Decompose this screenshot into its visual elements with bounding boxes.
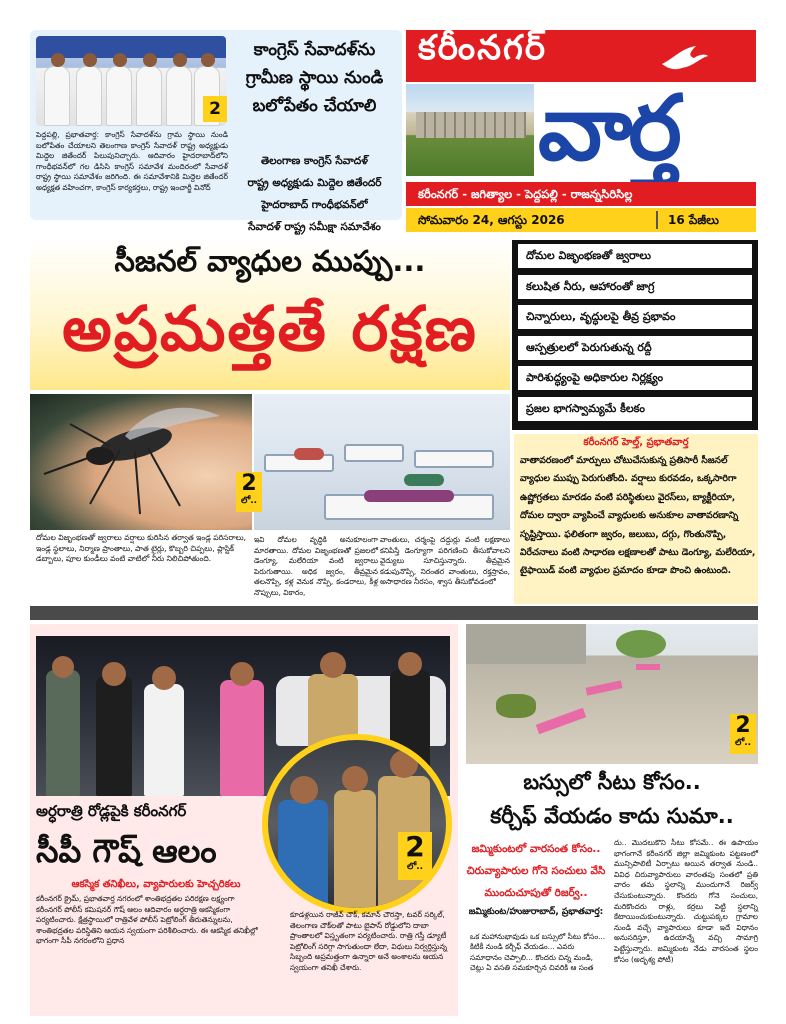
- bus-page-badge: [730, 714, 756, 754]
- bus-headline-1: బస్సులో సీటు కోసం..: [523, 770, 701, 794]
- police-page-badge: [398, 832, 432, 880]
- top-story-subhead: సేవాదళ్ రాష్ట్ర సమీక్షా సమావేశం: [248, 221, 381, 233]
- badge-number: 2: [735, 713, 751, 738]
- badge-number: 2: [241, 471, 257, 496]
- issue-date: సోమవారం 24, ఆగస్టు 2026: [418, 213, 565, 227]
- mosquito-caption: దోమల విజృంభణతో జ్వరాలు వర్షాలు కురిసిన తర్వాత ఇండ్ల పరిసరాలు, ఇండ్ల స్థలాలు, నిర్మాణ ప్రాంతాలు, పాత టైర్లు, కొబ్బరి చిప్పలు, ప్లాస్టిక్ డబ్బాలు, పూల కుండీలు వంటి వాటిలో నీరు నిలిచిపోతుంది.: [36, 533, 247, 563]
- top-story-subheads: [232, 150, 397, 238]
- police-story-column: కూడళ్లయిన రాజీవ్ చౌక్, కమాన్ చౌరస్తా, టవర్ సర్కిల్, తెలంగాణ చౌక్‌లతో పాటు బైపాస్ రోడ్డులోని దాబా ప్రాంతాలలో విస్తృతంగా పర్యటించారు. రాత్రి గస్తీ డ్యూటీ పెట్రోలింగ్ సరిగ్గా సాగుతుందా లేదా, విధులు నిర్వర్తిస్తున్న సిబ్బంది అప్రమత్తంగా ఉన్నారా అనే అంశాలను ఆయన స్వయంగా తనిఖీ చేశారు.: [290, 910, 448, 972]
- badge-suffix: లో..: [240, 496, 258, 506]
- highlight-item: కలుషిత నీరు, ఆహారంతో జాగ్ర: [518, 275, 752, 299]
- mosquito-photo: [30, 394, 252, 530]
- main-pre-headline: సీజనల్ వ్యాధుల ముప్పు...: [114, 244, 426, 278]
- highlight-item: దోమల విజృంభణతో జ్వరాలు: [518, 244, 752, 268]
- health-dateline: కరీంనగర్ హెల్త్, ప్రభాతవార్త: [583, 437, 689, 448]
- page-count: 16 పేజీలు: [668, 213, 719, 227]
- section-divider: [30, 606, 758, 620]
- main-story-column: వాంతులు, చర్మంపై దద్దుర్లు వంటి లక్షణాలు కనిపిస్తే డెంగ్యూగా పరిగణించి తీసుకోవాలని వైద్యులు సూచిస్తున్నారు. తీవ్రమైన కడుపునొప్పి, నిరంతర వాంతులు, రక్తస్రావం, అసాధారణ నీరసం, శ్వాస తీసుకోవడంలో: [380, 535, 510, 586]
- photo-page-badge: [236, 472, 262, 512]
- badge-suffix: లో..: [734, 738, 752, 748]
- top-story-photo: [36, 36, 226, 126]
- bus-headline-2: కర్చీఫ్ వేయడం కాదు సుమా..: [490, 804, 734, 828]
- masthead-date-bar: [406, 208, 756, 232]
- highlight-item: ప్రజల భాగస్వామ్యమే కీలకం: [518, 397, 752, 421]
- main-story-column: ఇవి దోమల వృద్ధికి అనుకూలంగా మారతాయి. దోమల విజృంభణతో ప్రజలలో డెంగ్యూ, మలేరియా వంటి జ్వరాలు పెరుగుతాయి. అధిక జ్వరం, తీవ్రమైన తలనొప్పి, కళ్ల వెనుక నొప్పి, కండరాలు, కీళ్ల నొప్పులు, వికారం,: [254, 535, 378, 597]
- police-headline: సీపీ గౌష్ ఆలం: [36, 832, 217, 870]
- masthead-title-top: కరీంనగర్: [418, 28, 547, 68]
- highlight-item: చిన్నారులు, వృద్ధులపై తీవ్ర ప్రభావం: [518, 305, 752, 329]
- top-story-body: పెద్దపల్లి, ప్రభాతవార్త: కాంగ్రెస్ సేవాదళ్‌ను గ్రామ స్థాయి నుండి బలోపేతం చేయాలని తెలంగాణ కాంగ్రెస్ సేవాదళ్ రాష్ట్ర అధ్యక్షుడు మిద్దెల జితేందర్ పిలుపునిచ్చారు. ఆదివారం హైదరాబాద్‌లోని గాంధీభవన్‌లో గల డిసిసి కాంగ్రెస్ సమావేశ మందిరంలో సేవాదళ్ రాష్ట్ర స్థాయి సమావేశం జరిగింది. ఈ సమావేశానికి మిద్దెల జితేందర్ అధ్యక్షత వహించగా, కాంగ్రెస్ కార్యకర్తలు, రాష్ట్ర ఇంచార్జీ వినోద్: [36, 130, 228, 192]
- police-story-body: కరీంనగర్ క్రైమ్, ప్రభాతవార్త నగరంలో శాంతిభద్రతల పరిరక్షణ లక్ష్యంగా కరీంనగర్ పోలీస్ కమిషనర్ గౌష్ ఆలం ఆదివారం అర్ధరాత్రి ఆకస్మికంగా పర్యటించారు. క్షేత్రస్థాయిలో రాత్రివేళ పోలీస్ పెట్రోలింగ్ తీరుతెన్నులను, శాంతిభద్రతల పరిస్థితిని ఆయన స్వయంగా పరిశీలించారు. ఈ ఆకస్మిక తనిఖీల్లో భాగంగా సీపీ నగరంలోని ప్రధాన: [36, 894, 258, 946]
- bus-dateline: జమ్మికుంట/హుజురాబాద్, ప్రభాతవార్త:: [468, 907, 604, 917]
- bus-story-column: దు.. మొదలుకొని సీటు కోసమే.. ఈ ఉపాయం భాగంగానే కరీంనగర్ జిల్లా జమ్మికుంట పట్టణంలో మున్సిపాలిటీ ఏర్పాటు అయిన తర్వాత నుండి.. వివిధ చిరువ్యాపారులు వారంతపు సంతలో ప్రతి వారం తమ స్థలాన్ని ముందుగానే రిజర్వ్ చేసుకుంటున్నారు. కొందరు గోనె సంచులు, మరికొందరు రాళ్లు, కర్రలు పెట్టి స్థలాన్ని కేటాయించుకుంటున్నారు. చుట్టుపక్కల గ్రామాల నుండి వచ్చే వ్యాపారులు కూడా ఇదే విధానం అనుసరిస్తూ, ఉదయాన్నే వచ్చి సామాగ్రి పెట్టేస్తున్నారు. జమ్మికుంట నేడు వారసంత స్థలం కోసం (అదృశ్య పోటీ): [614, 838, 758, 964]
- dove-logo-icon: [660, 44, 710, 78]
- market-road-photo: [466, 624, 758, 764]
- bus-story-body: ఒక మహానుభావుడు ఒక బస్సులో సీటు కోసం... కిటికీ నుండి కర్చీఫ్ వేయడం... ఎవరు సమాధానం చెప్పాలి... కొందరు చిన్న మండి, చెట్లు ఏ వసతి సమకూర్చిన చివరికి ఆ సంత: [470, 932, 606, 973]
- badge-number: 2: [405, 830, 425, 863]
- police-kicker: అర్ధరాత్రి రోడ్లపైకి కరీంనగర్: [36, 802, 187, 820]
- health-story-text: వాతావరణంలో మార్పులు చోటుచేసుకున్న ప్రతిసారీ సీజనల్ వ్యాధుల ముప్పు పెరుగుతోంది. వర్షాలు కురవడం, ఒక్కసారిగా ఉష్ణోగ్రతలు మారడం వంటి పరిస్థితులు వైరస్‌లు, బ్యాక్టీరియా, దోమల ద్వారా వ్యాపించే వ్యాధులకు అనుకూల వాతావరణాన్ని సృష్టిస్తాయి. ఫలితంగా జ్వరం, జలుబు, దగ్గు, గొంతునొప్పి, విరేచనాలు వంటి సాధారణ లక్షణాలతో పాటు డెంగ్యూ, మలేరియా, టైఫాయిడ్ వంటి వ్యాధుల ప్రమాదం కూడా పొంచి ఉంటుంది.: [520, 455, 756, 577]
- top-story-subhead: హైదరాబాద్ గాంధీభవన్‌లో: [261, 199, 368, 211]
- top-story-subhead: తెలంగాణ కాంగ్రెస్ సేవాదళ్: [261, 155, 368, 167]
- hospital-ward-photo: [254, 394, 510, 530]
- highlight-item: ఆస్పత్రులలో పెరుగుతున్న రద్దీ: [518, 336, 752, 360]
- police-inset-photo: [262, 734, 452, 914]
- badge-suffix: లో..: [406, 862, 424, 872]
- masthead-title-main: వార్త: [538, 76, 678, 181]
- top-story-headline: కాంగ్రెస్ సేవాదళ్‌ను గ్రామీణ స్థాయి నుండి బలోపేతం చేయాలి: [245, 40, 384, 116]
- top-story-page-badge: 2: [203, 96, 227, 122]
- bus-subhead: జమ్మికుంటలో వారసంత కోసం.. చిరువ్యాపారుల గోనె సంచులు వేసి ముందుచూపుతో రిజర్వ్..: [466, 843, 606, 899]
- main-headline: అప్రమత్తతే రక్షణ: [62, 292, 478, 365]
- highlights-list: [518, 244, 752, 428]
- police-subhead: ఆకస్మిక తనిఖీలు, వ్యాపారులకు హెచ్చరికలు: [71, 879, 241, 890]
- top-story-subhead: రాష్ట్ర అధ్యక్షుడు మిద్దెల జితేందర్: [247, 177, 382, 189]
- highlight-item: పారిశుద్ధ్యంపై అధికారుల నిర్లక్ష్యం: [518, 366, 752, 390]
- mosquito-icon: [30, 394, 252, 530]
- masthead-dam-photo: [406, 84, 534, 176]
- masthead-districts: కరీంనగర్ - జగిత్యాల - పెద్దపల్లి - రాజన్నసిరిసిల్ల: [406, 182, 756, 206]
